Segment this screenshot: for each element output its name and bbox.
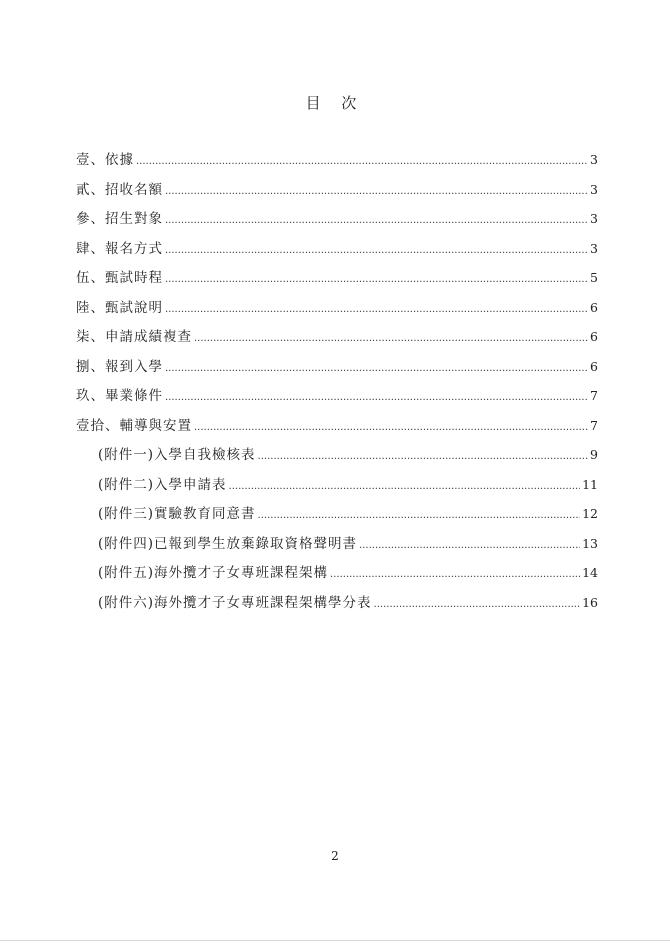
toc-entry-label: (附件四)已報到學生放棄錄取資格聲明書: [98, 535, 358, 552]
toc-leader-dots: [258, 510, 581, 521]
toc-entry-page: 3: [590, 152, 598, 167]
toc-appendix-entry: [98, 591, 598, 621]
toc-entry: [76, 296, 598, 326]
toc-leader-dots: [165, 392, 588, 403]
toc-entry: [76, 178, 598, 208]
toc-entry-label: (附件一)入學自我檢核表: [98, 447, 256, 463]
toc-entry: [76, 237, 598, 267]
toc-entry-label: 壹、依據: [76, 152, 134, 168]
scan-edge-divider: [0, 940, 670, 941]
toc-entry-label: (附件三)實驗教育同意書: [98, 506, 256, 522]
toc-entry: [76, 325, 598, 355]
toc-entry-label: 玖、畢業條件: [76, 388, 163, 404]
toc-leader-dots: [229, 481, 581, 492]
toc-leader-dots: [330, 569, 580, 580]
toc-entry-label: 伍、甄試時程: [76, 270, 163, 286]
page-number: 2: [331, 849, 339, 863]
toc-entry-page: 3: [590, 211, 598, 226]
toc-entry: [76, 384, 598, 414]
toc-leader-dots: [165, 186, 588, 197]
toc-entry-label: 肆、報名方式: [76, 240, 163, 257]
toc-appendix-entry: [98, 473, 598, 503]
toc-leader-dots: [258, 451, 589, 462]
toc-entry-page: 11: [582, 476, 598, 492]
toc-entry-page: 9: [590, 447, 598, 462]
toc-leader-dots: [194, 333, 588, 344]
toc-entry-page: 13: [582, 535, 598, 551]
toc-entry: [76, 148, 598, 178]
toc-entry: [76, 414, 598, 444]
toc-leader-dots: [374, 599, 581, 610]
toc-leader-dots: [359, 540, 580, 551]
toc-leader-dots: [194, 422, 588, 433]
toc-entry-label: (附件二)入學申請表: [98, 476, 227, 493]
toc-entry: [76, 266, 598, 296]
toc-entry-page: 3: [590, 240, 598, 256]
toc-leader-dots: [165, 304, 588, 315]
toc-appendix-entry: [98, 502, 598, 532]
toc-entry-label: 捌、報到入學: [76, 358, 163, 375]
toc-entry-label: 參、招生對象: [76, 211, 163, 227]
toc-entry-label: 陸、甄試說明: [76, 299, 163, 316]
toc-entry-label: (附件六)海外攬才子女專班課程架構學分表: [98, 594, 372, 611]
toc-appendix-entry: [98, 561, 598, 591]
toc-entry-label: 貳、招收名額: [76, 181, 163, 198]
toc-entry-label: 柒、申請成績複查: [76, 329, 192, 345]
toc-entry-label: 壹拾、輔導與安置: [76, 417, 192, 434]
toc-entry: [76, 355, 598, 385]
toc-entry-page: 12: [582, 506, 598, 521]
page-title: 目 次: [305, 94, 365, 112]
toc-entry: [76, 207, 598, 237]
toc-leader-dots: [165, 245, 588, 256]
toc-entry-page: 6: [590, 299, 598, 315]
toc-appendix-entry: [98, 532, 598, 562]
toc-leader-dots: [165, 215, 588, 226]
toc-entry-page: 5: [590, 270, 598, 285]
toc-entry-page: 16: [582, 594, 598, 610]
table-of-contents: [76, 148, 598, 620]
toc-entry-label: (附件五)海外攬才子女專班課程架構: [98, 565, 329, 581]
toc-leader-dots: [165, 363, 588, 374]
toc-entry-page: 14: [582, 565, 598, 580]
toc-leader-dots: [165, 274, 588, 285]
toc-entry-page: 3: [590, 181, 598, 197]
toc-entry-page: 6: [590, 358, 598, 374]
toc-entry-page: 7: [590, 417, 598, 433]
toc-entry-page: 6: [590, 329, 598, 344]
toc-leader-dots: [136, 156, 588, 167]
toc-appendix-entry: [98, 443, 598, 473]
toc-entry-page: 7: [590, 388, 598, 403]
